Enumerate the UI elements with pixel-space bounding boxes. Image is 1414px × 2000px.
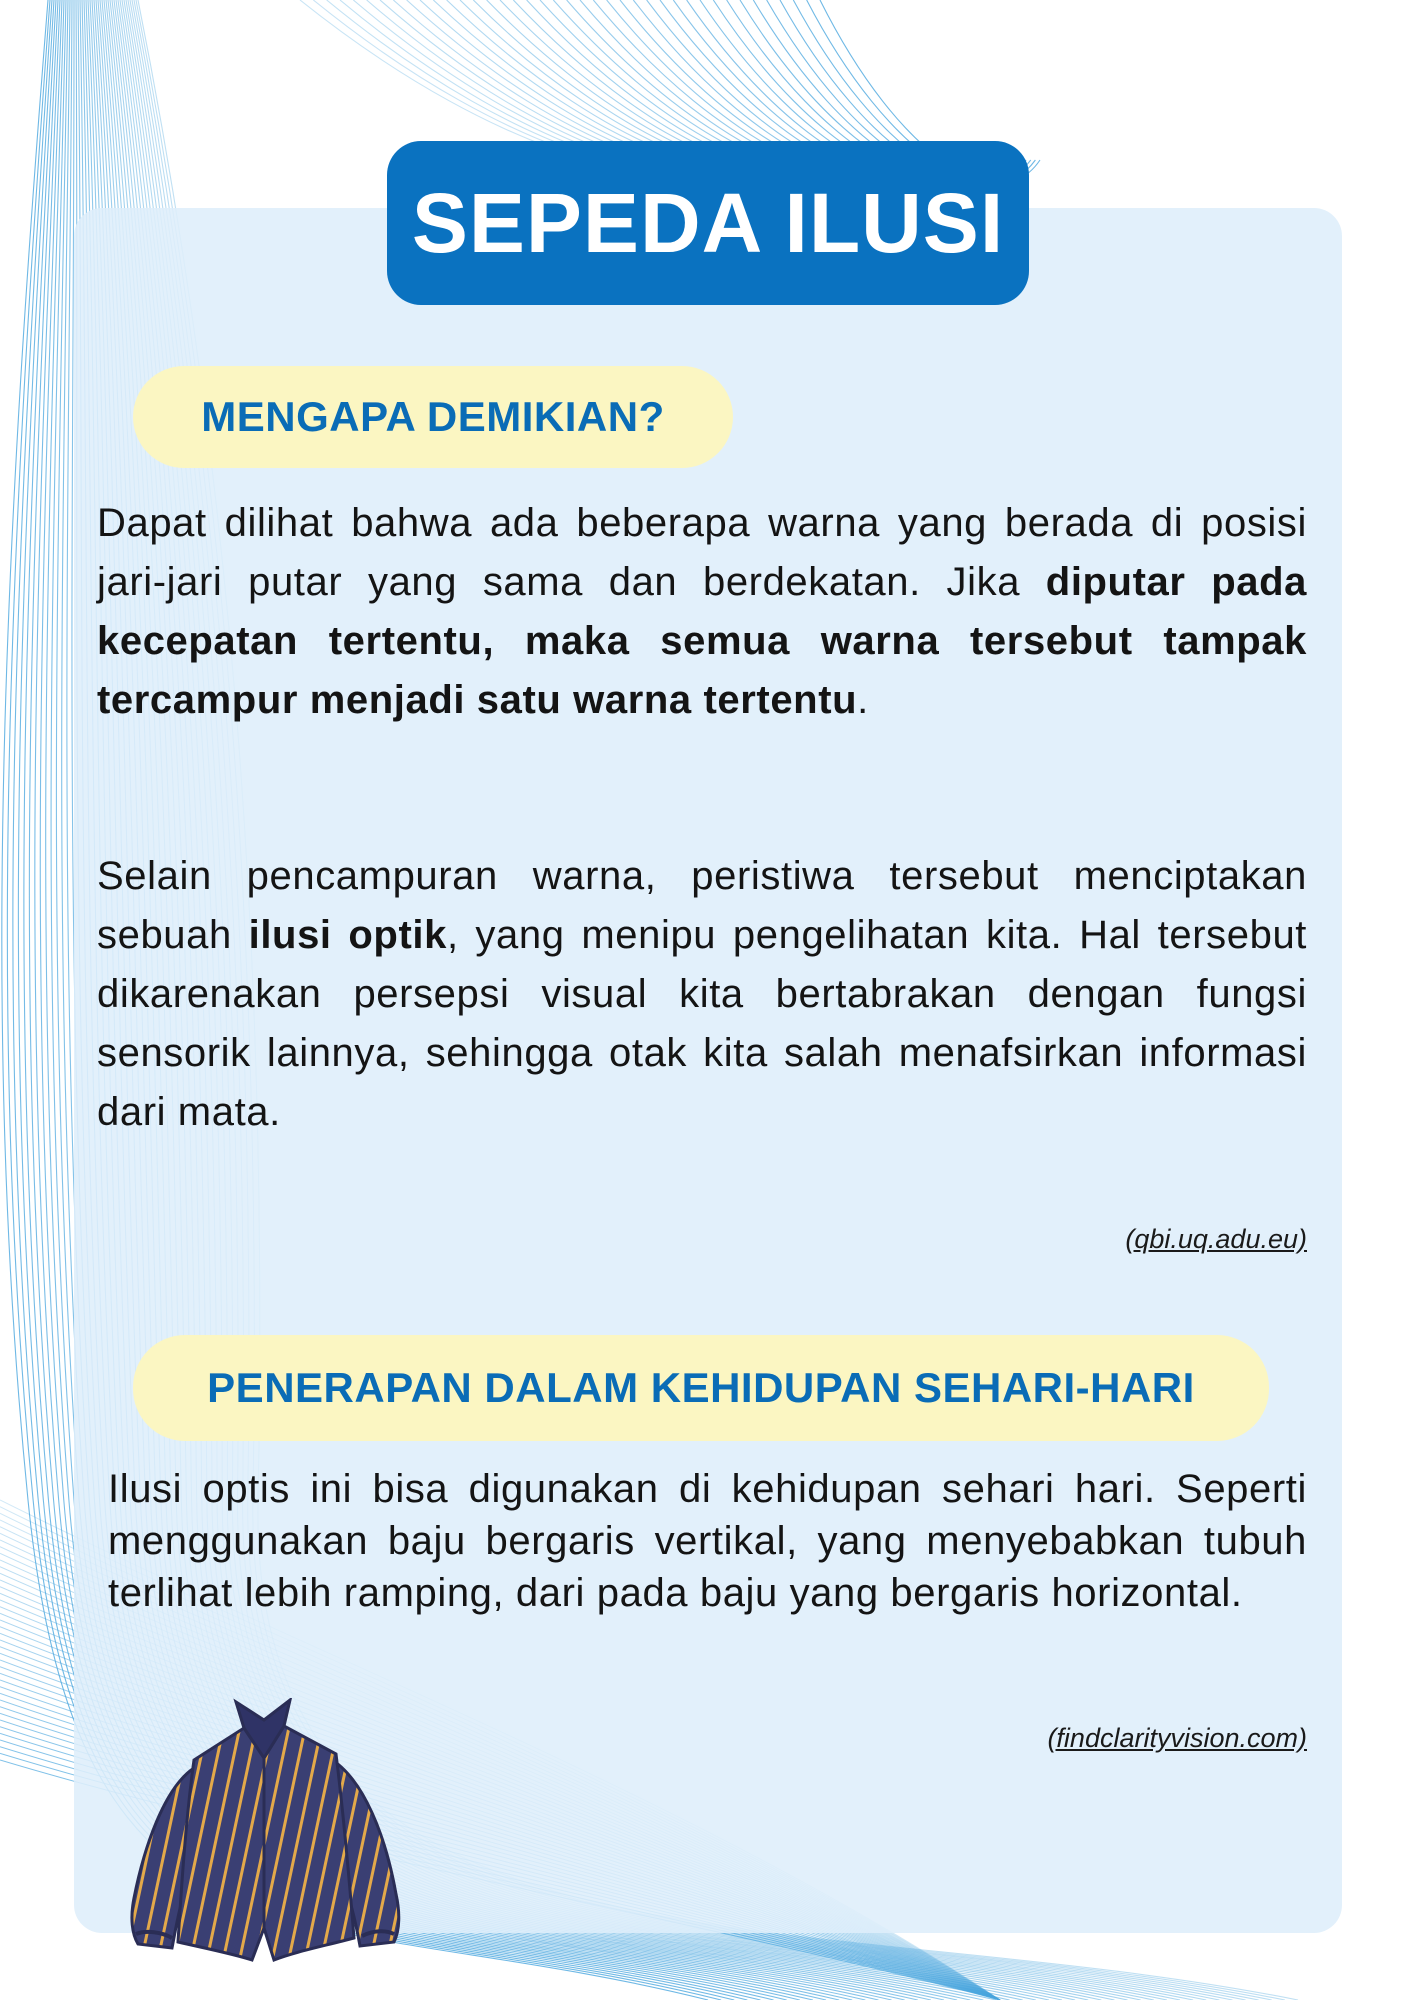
paragraph-bold-text: diputar pada kecepatan tertentu, maka semua warna tersebut tampak tercampur menjadi satu warna tertentu (97, 560, 1307, 722)
paragraph-text: . (857, 678, 869, 722)
source-citation-qbi: (qbi.uq.adu.eu) (1125, 1224, 1307, 1254)
paragraph-text: Selain pencampuran warna, peristiwa tersebut menciptakan sebuah (97, 854, 1307, 957)
page-title: SEPEDA ILUSI (387, 141, 1029, 305)
paragraph-application: Ilusi optis ini bisa digunakan di kehidupan sehari hari. Seperti menggunakan baju bergaris vertikal, yang menyebabkan tubuh terlihat lebih ramping, dari pada baju yang bergaris horizontal. (108, 1467, 1307, 1615)
section-heading-penerapan: PENERAPAN DALAM KEHIDUPAN SEHARI-HARI (133, 1335, 1269, 1441)
striped-jacket-icon (124, 1698, 414, 1964)
paragraph-text: Dapat dilihat bahwa ada beberapa warna yang berada di posisi jari-jari putar yang sama dan berdekatan. Jika (97, 501, 1307, 604)
paragraph-text: , yang menipu pengelihatan kita. Hal tersebut dikarenakan persepsi visual kita bertabrakan dengan fungsi sensorik lainnya, sehingga otak kita salah menafsirkan informasi dari mata. (97, 913, 1308, 1134)
paragraph-bold-text: ilusi optik (248, 913, 447, 957)
paragraph-color-mixing (97, 494, 1307, 730)
source-citation-findclarity: (findclarityvision.com) (1047, 1723, 1307, 1753)
section-heading-mengapa: MENGAPA DEMIKIAN? (133, 366, 733, 468)
paragraph-optical-illusion (97, 847, 1307, 1142)
